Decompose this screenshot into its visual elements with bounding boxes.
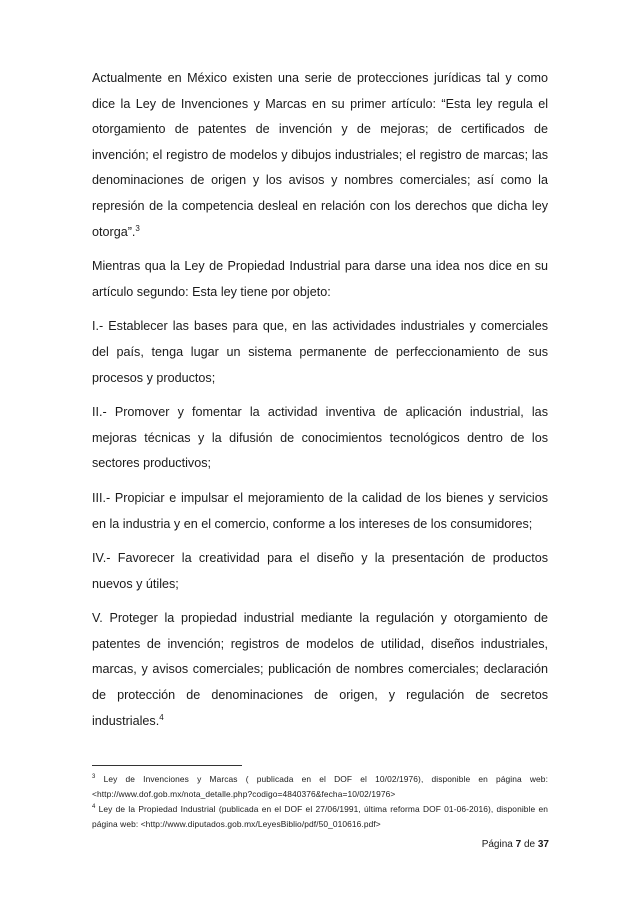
footnote-divider [92,765,242,766]
footnote-4 [92,802,548,832]
paragraph-7 [92,606,548,734]
paragraph-5 [92,486,548,537]
footnote-mark: 3 [92,774,96,781]
paragraph-text: Mientras qua la Ley de Propiedad Industrial para darse una idea nos dice en su artículo segundo: Esta ley tiene por objeto: [92,259,548,299]
paragraph-text: III.- Propiciar e impulsar el mejoramiento de la calidad de los bienes y servicios en la industria y en el comercio, conforme a los intereses de los consumidores; [92,490,548,531]
paragraph-6 [92,546,548,597]
footnote-mark: 4 [92,804,96,811]
footnote-ref-3[interactable]: 3 [135,223,140,233]
paragraph-2 [92,254,548,305]
footnote-text: Ley de Invenciones y Marcas ( publicada en el DOF el 10/02/1976), disponible en página web: <http://www.dof.gob.mx/nota_detalle.php?codigo=4840376&fecha=10/02/1976> [92,774,548,799]
total-pages: 37 [537,839,549,850]
page-separator: de [523,839,536,850]
current-page: 7 [515,839,522,850]
paragraph-1 [92,66,548,245]
paragraph-text: IV.- Favorecer la creatividad para el diseño y la presentación de productos nuevos y útiles; [92,551,548,591]
page-label: Página [481,839,513,850]
paragraph-text: Actualmente en México existen una serie de protecciones jurídicas tal y como dice la Ley de Invenciones y Marcas en su primer artículo: “Esta ley regula el otorgamiento de patentes de invención y de mejoras; de certificados de invención; el registro de modelos y dibujos industriales; el registro de marcas; las denominaciones de origen y los avisos y nombres comerciales; así como la represión de la competencia desleal en relación con los derechos que dicha ley otorga”. [92,71,548,239]
paragraph-text: I.- Establecer las bases para que, en las actividades industriales y comerciales del país, tenga lugar un sistema permanente de perfeccionamiento de sus procesos y productos; [92,319,548,385]
page-number [482,839,549,850]
footnotes [92,772,548,832]
paragraph-4 [92,400,548,477]
footnote-3 [92,772,548,802]
footnote-ref-4[interactable]: 4 [159,712,164,722]
paragraph-text: V. Proteger la propiedad industrial mediante la regulación y otorgamiento de patentes de invención; registros de modelos de utilidad, diseños industriales, marcas, y avisos comerciales; publicación de nombres comerciales; declaración de protección de denominaciones de origen, y regulación de secretos industriales. [92,611,548,728]
footnote-text: Ley de la Propiedad Industrial (publicada en el DOF el 27/06/1991, última reforma DOF 01-06-2016), disponible en página web: <http://www.diputados.gob.mx/LeyesBiblio/pdf/50_010616.pdf> [92,804,548,829]
body-text [92,66,548,743]
paragraph-3 [92,314,548,391]
paragraph-text: II.- Promover y fomentar la actividad inventiva de aplicación industrial, las mejoras técnicas y la difusión de conocimientos tecnológicos dentro de los sectores productivos; [92,405,548,471]
